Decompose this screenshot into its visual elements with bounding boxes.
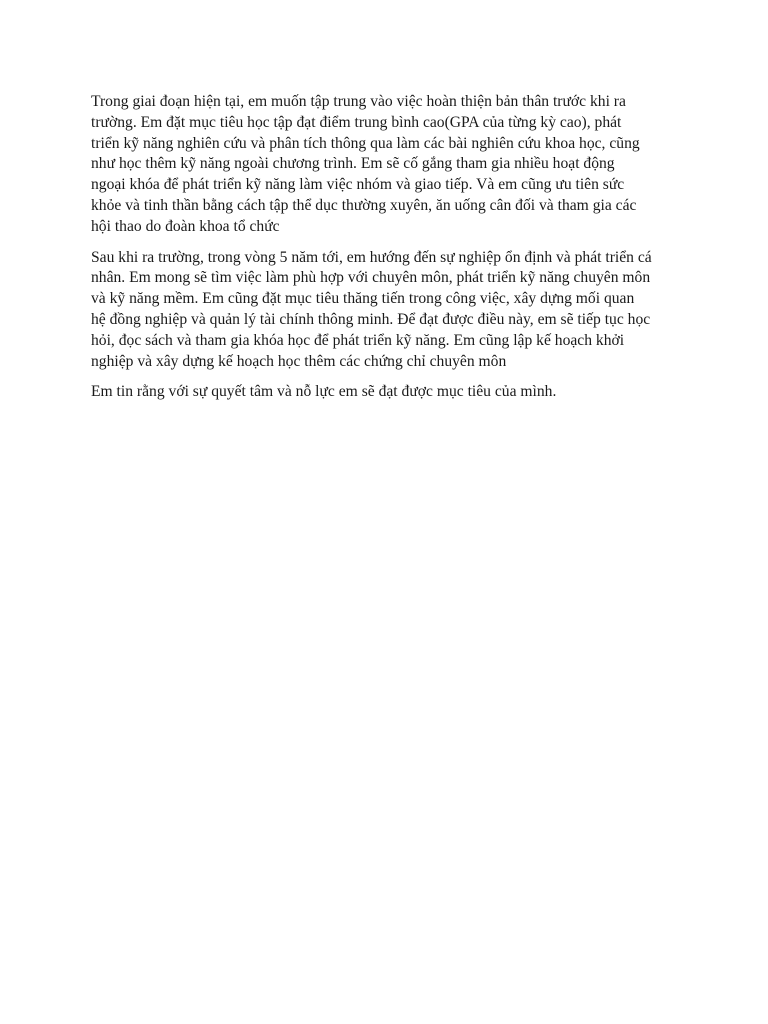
- paragraph-current-goals: Trong giai đoạn hiện tại, em muốn tập trung vào việc hoàn thiện bản thân trước khi ra trường. Em đặt mục tiêu học tập đạt điểm trung bình cao(GPA của từng kỳ cao), phát triển kỹ năng nghiên cứu và phân tích thông qua làm các bài nghiên cứu khoa học, cũng như học thêm kỹ năng ngoài chương trình. Em sẽ cố gắng tham gia nhiều hoạt động ngoại khóa để phát triển kỹ năng làm việc nhóm và giao tiếp. Và em cũng ưu tiên sức khỏe và tinh thần bằng cách tập thể dục thường xuyên, ăn uống cân đối và tham gia các hội thao do đoàn khoa tổ chức: [91, 93, 640, 235]
- document-body: [91, 92, 689, 413]
- paragraph-five-year-goals: Sau khi ra trường, trong vòng 5 năm tới, em hướng đến sự nghiệp ổn định và phát triển cá nhân. Em mong sẽ tìm việc làm phù hợp với chuyên môn, phát triển kỹ năng chuyên môn và kỹ năng mềm. Em cũng đặt mục tiêu thăng tiến trong công việc, xây dựng mối quan hệ đồng nghiệp và quản lý tài chính thông minh. Để đạt được điều này, em sẽ tiếp tục học hỏi, đọc sách và tham gia khóa học để phát triển kỹ năng. Em cũng lập kế hoạch khởi nghiệp và xây dựng kế hoạch học thêm các chứng chỉ chuyên môn: [91, 248, 652, 370]
- paragraph-conclusion: Em tin rằng với sự quyết tâm và nỗ lực em sẽ đạt được mục tiêu của mình.: [91, 383, 557, 401]
